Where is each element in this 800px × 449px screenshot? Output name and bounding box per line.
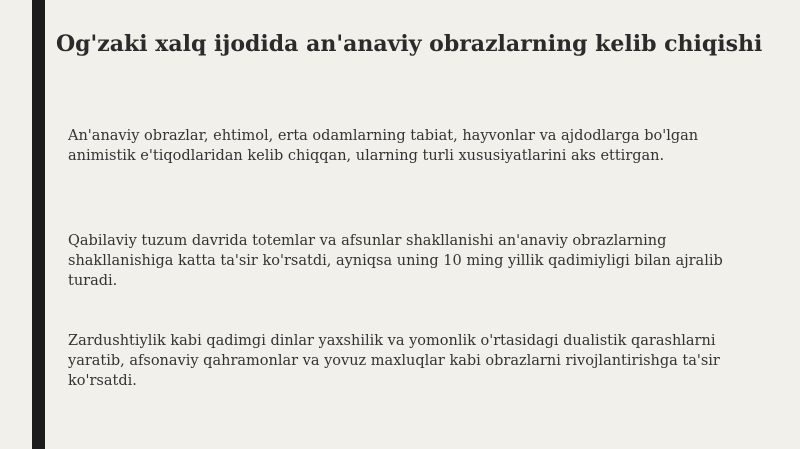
paragraph-ancient-religions: Zardushtiylik kabi qadimgi dinlar yaxshilik va yomonlik o'rtasidagi dualistik qarashlarni yaratib, afsonaviy qahramonlar va yovuz maxluqlar kabi obrazlarni rivojlantirishga ta'sir ko'rsatdi. bbox=[68, 333, 720, 389]
slide-title: Og'zaki xalq ijodida an'anaviy obrazlarning kelib chiqishi bbox=[56, 31, 763, 57]
accent-bar bbox=[32, 0, 45, 449]
paragraph-animistic-beliefs: An'anaviy obrazlar, ehtimol, erta odamlarning tabiat, hayvonlar va ajdodlarga bo'lgan animistik e'tiqodlaridan kelib chiqqan, ularning turli xususiyatlarini aks ettirgan. bbox=[68, 128, 699, 164]
paragraph-tribal-totems: Qabilaviy tuzum davrida totemlar va afsunlar shakllanishi an'anaviy obrazlarning shakllanishiga katta ta'sir ko'rsatdi, ayniqsa uning 10 ming yillik qadimiyligi bilan ajralib turadi. bbox=[68, 233, 723, 289]
